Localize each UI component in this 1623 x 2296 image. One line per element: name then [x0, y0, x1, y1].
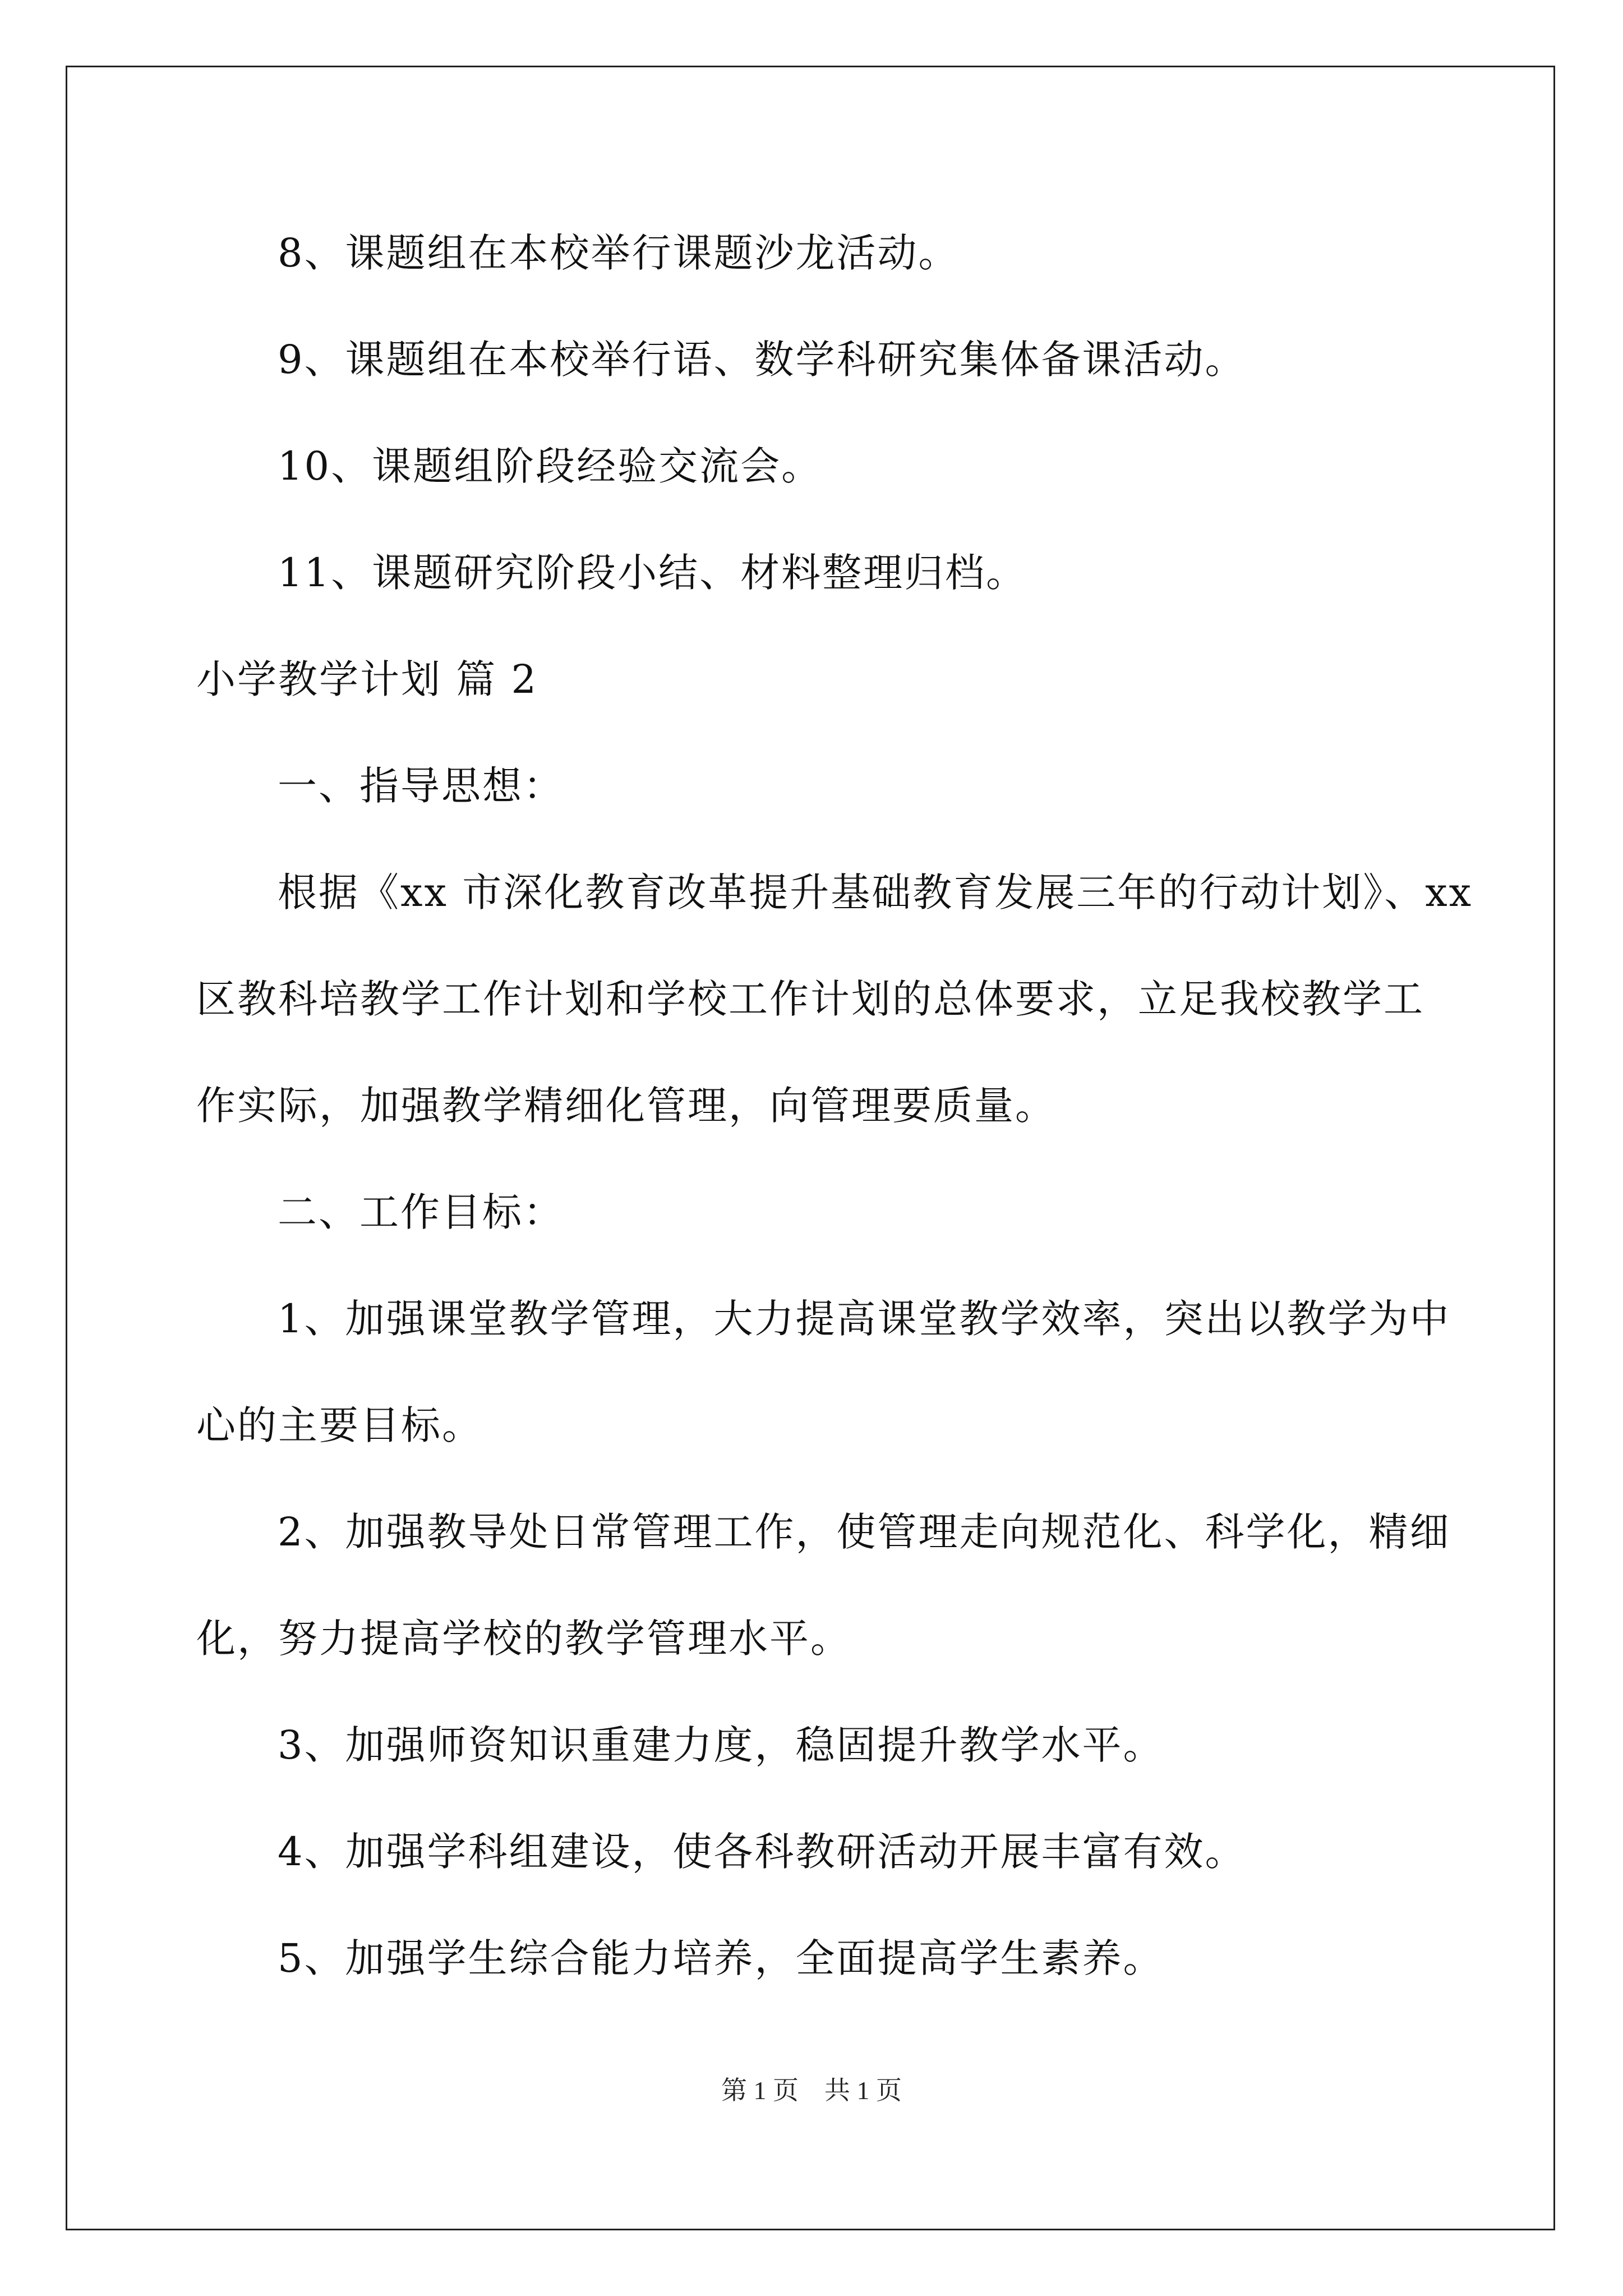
paragraph-line: 根据《xx 市深化教育改革提升基础教育发展三年的行动计划》、xx	[278, 869, 1473, 915]
list-item: 5、加强学生综合能力培养，全面提高学生素养。	[278, 1935, 1164, 1981]
list-item: 8、课题组在本校举行课题沙龙活动。	[278, 230, 960, 276]
page-number: 第 1 页 共 1 页	[721, 2076, 902, 2105]
list-item: 4、加强学科组建设，使各科教研活动开展丰富有效。	[278, 1829, 1246, 1875]
list-item-continuation: 心的主要目标。	[196, 1402, 483, 1448]
list-item: 10、课题组阶段经验交流会。	[278, 443, 823, 489]
list-item-continuation: 化，努力提高学校的教学管理水平。	[196, 1616, 851, 1662]
paragraph-line: 区教科培教学工作计划和学校工作计划的总体要求，立足我校教学工	[196, 976, 1424, 1022]
paragraph-line: 作实际，加强教学精细化管理，向管理要质量。	[196, 1083, 1056, 1129]
list-item: 9、课题组在本校举行语、数学科研究集体备课活动。	[278, 337, 1246, 383]
page-border	[66, 66, 1555, 2230]
list-item: 11、课题研究阶段小结、材料整理归档。	[278, 550, 1027, 596]
list-item: 1、加强课堂教学管理，大力提高课堂教学效率，突出以教学为中	[278, 1296, 1451, 1342]
section-heading: 小学教学计划 篇 2	[196, 656, 538, 702]
subsection-heading: 二、工作目标：	[278, 1189, 564, 1235]
subsection-heading: 一、指导思想：	[278, 763, 564, 809]
list-item: 3、加强师资知识重建力度，稳固提升教学水平。	[278, 1722, 1164, 1768]
list-item: 2、加强教导处日常管理工作，使管理走向规范化、科学化，精细	[278, 1509, 1451, 1555]
